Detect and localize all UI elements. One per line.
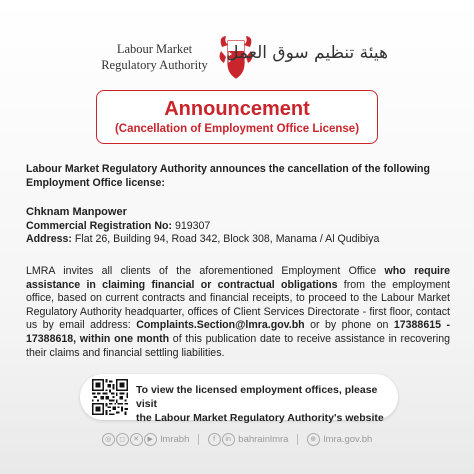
announcement-title: Announcement xyxy=(164,98,310,120)
org-name-arabic: هيئة تنظيم سوق العمل xyxy=(226,43,388,63)
announcement-box xyxy=(96,90,378,144)
instagram-icon: ◻ xyxy=(116,433,129,446)
facebook-icon: f xyxy=(208,433,221,446)
twitter-icon: ✕ xyxy=(130,433,143,446)
address-label: Address: xyxy=(26,233,72,246)
contact-email[interactable]: Complaints.Section@lmra.gov.bh xyxy=(136,319,305,332)
office-address xyxy=(26,233,450,247)
footer-divider xyxy=(198,434,199,445)
office-name: Chknam Manpower xyxy=(26,206,127,218)
footer-social-group-1[interactable] xyxy=(102,433,190,446)
address-value: Flat 26, Building 94, Road 342, Block 308, Manama / Al Qudibiya xyxy=(74,233,380,246)
body-text-1: LMRA invites all clients of the aforementioned Employment Office xyxy=(26,265,385,277)
body-paragraph xyxy=(26,265,450,360)
commercial-registration xyxy=(26,220,450,234)
globe-icon: ⊕ xyxy=(307,433,320,446)
website-text xyxy=(136,383,392,425)
footer-website[interactable]: lmra.gov.bh xyxy=(323,434,373,446)
website-text-line1: To view the licensed employment offices, please visit xyxy=(136,384,378,410)
cr-label: Commercial Registration No: xyxy=(26,219,172,232)
website-text-line2: the Labour Market Regulatory Authority's website xyxy=(136,412,384,424)
youtube-icon: ▶ xyxy=(144,433,157,446)
announcement-subtitle: (Cancellation of Employment Office License) xyxy=(114,123,360,135)
body-text-3: or by phone on xyxy=(304,319,394,332)
footer-social-group-2[interactable] xyxy=(208,433,289,446)
footer-website-group[interactable] xyxy=(307,433,373,446)
contact-phone: 17388615 - 17388618, within one month xyxy=(26,319,450,345)
body-text-bold: who require assistance in claiming financial or contractual obligations xyxy=(26,265,450,291)
footer xyxy=(0,433,474,449)
footer-divider xyxy=(297,434,298,445)
org-name-english xyxy=(92,41,217,73)
footer-handle-2[interactable]: bahrainlmra xyxy=(238,434,289,446)
qr-code-icon[interactable] xyxy=(92,379,128,415)
body-text-2: from the employment office, based on current contracts and financial receipts, to proceed to the Labour Market Regulatory Authority headquarter, offices of Client Services Directorate - first floor, contact us by email address: xyxy=(26,278,450,332)
office-details xyxy=(26,206,450,247)
org-name-line1: Labour Market xyxy=(116,42,193,56)
snapchat-icon: ◎ xyxy=(102,433,115,446)
intro-text: Labour Market Regulatory Authority announces the cancellation of the following Employment Office license: xyxy=(26,163,430,189)
cr-value: 919307 xyxy=(174,219,211,232)
body-text-4: of this publication date to receive assistance in recovering their claims and financial settling liabilities. xyxy=(26,332,451,359)
website-box[interactable] xyxy=(80,374,398,424)
linkedin-icon: in xyxy=(222,433,235,446)
org-name-line2: Regulatory Authority xyxy=(101,58,208,72)
footer-handle-1[interactable]: lmrabh xyxy=(160,434,190,446)
header xyxy=(0,33,474,85)
